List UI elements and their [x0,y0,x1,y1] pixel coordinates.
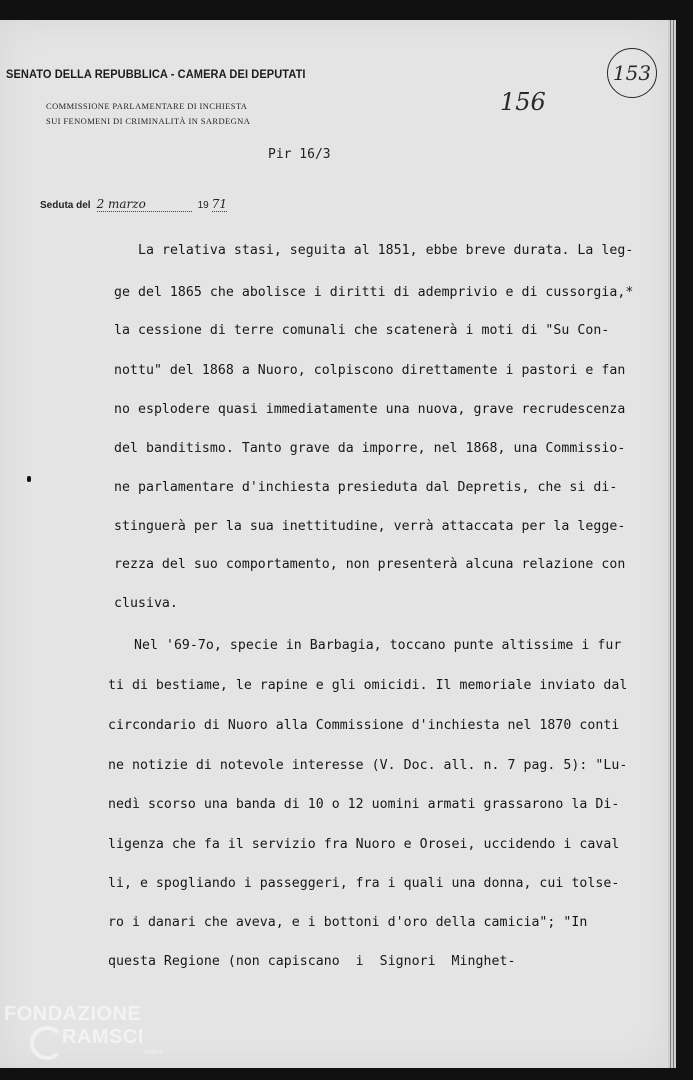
session-year-prefix: 19 [197,200,209,211]
body-line: ro i danari che aveva, e i bottoni d'oro della camicia"; "In [108,915,588,930]
letterhead-subtitle-line1: COMMISSIONE PARLAMENTARE DI INCHIESTA [46,101,248,111]
body-line: ti di bestiame, le rapine e gli omicidi. Il memoriale inviato dal [108,678,628,693]
body-line: stinguerà per la sua inettitudine, verrà attaccata per la legge- [114,519,626,534]
body-line: circondario di Nuoro alla Commissione d'inchiesta nel 1870 conti [108,718,620,733]
page-number-stamp [607,48,657,98]
watermark-onlus: onlus [144,1047,164,1056]
watermark-line2: RAMSCI [62,1026,144,1048]
session-date: 2 marzo [96,197,146,211]
watermark-line1: FONDAZIONE [4,1003,142,1025]
stamp-number: 153 [612,61,652,85]
letterhead-title: SENATO DELLA REPUBBLICA - CAMERA DEI DEPUTATI [6,67,306,81]
letterhead-subtitle-line2: SUI FENOMENI DI CRIMINALITÀ IN SARDEGNA [46,116,251,126]
body-line: clusiva. [114,596,178,611]
session-date-line [40,197,227,212]
body-line: nedì scorso una banda di 10 o 12 uomini armati grassarono la Di- [108,797,620,812]
document-reference: Pir 16/3 [268,147,331,162]
body-line: ligenza che fa il servizio fra Nuoro e Orosei, uccidendo i caval [108,837,620,852]
session-label: Seduta del [40,200,91,211]
document-page [0,20,668,1068]
body-line: la cessione di terre comunali che scatenerà i moti di "Su Con- [114,323,610,338]
session-year-suffix: 71 [211,197,227,211]
body-line: ge del 1865 che abolisce i diritti di ademprivio e di cussorgia,* [114,285,634,300]
body-line: questa Regione (non capiscano i Signori Minghet- [108,954,516,969]
session-date-field [97,197,192,212]
body-line: del banditismo. Tanto grave da imporre, nel 1868, una Commissio- [114,441,626,456]
body-line: nottu" del 1868 a Nuoro, colpiscono direttamente i pastori e fan [114,363,626,378]
body-line: no esplodere quasi immediatamente una nuova, grave recrudescenza [114,402,626,417]
page-stack-edge [668,20,676,1068]
body-line: Nel '69-7o, specie in Barbagia, toccano punte altissime i fur [134,638,622,653]
body-line: li, e spogliando i passeggeri, fra i quali una donna, cui tolse- [108,876,620,891]
body-line: rezza del suo comportamento, non presenterà alcuna relazione con [114,557,626,572]
watermark-logo-g [30,1026,64,1060]
handwritten-page-number: 156 [500,88,546,116]
body-line: ne parlamentare d'inchiesta presieduta dal Depretis, che si di- [114,480,618,495]
body-line: ne notizie di notevole interesse (V. Doc. all. n. 7 pag. 5): "Lu- [108,758,628,773]
margin-mark [27,476,31,482]
body-line: La relativa stasi, seguita al 1851, ebbe breve durata. La leg- [138,243,634,258]
